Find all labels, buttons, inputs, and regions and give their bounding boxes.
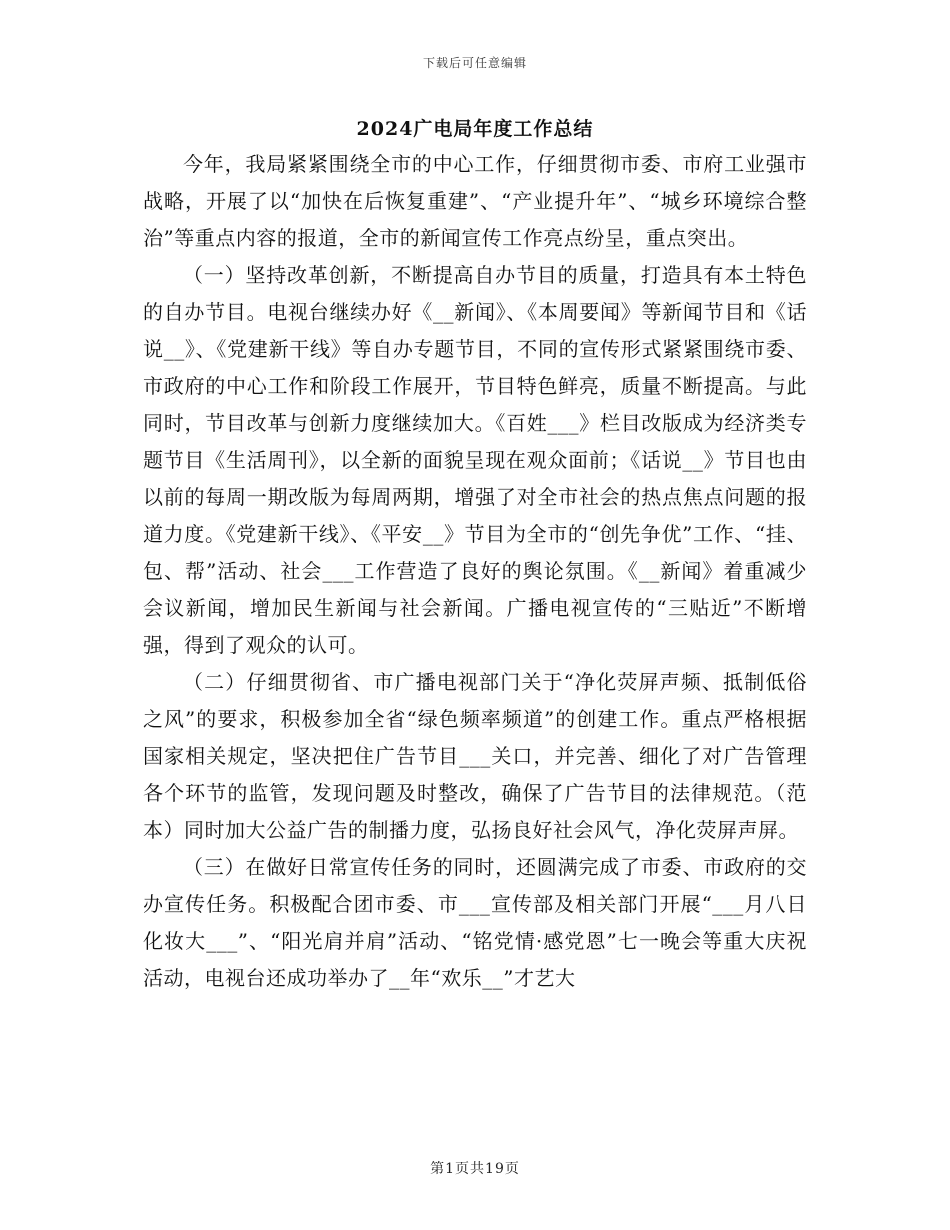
paragraph-section-2: （二）仔细贯彻省、市广播电视部门关于“净化荧屏声频、抵制低俗之风”的要求，积极参加全省“绿色频率频道”的创建工作。重点严格根据国家相关规定，坚决把住广告节目___关口，并完善、细化了对广告管理各个环节的监管，发现问题及时整改，确保了广告节目的法律规范。（范本）同时加大公益广告的制播力度，弘扬良好社会风气，净化荧屏声屏。 <box>143 670 807 842</box>
page-indicator: 第1页共19页 <box>430 1161 520 1177</box>
paragraph-section-1: （一）坚持改革创新，不断提高自办节目的质量，打造具有本土特色的自办节目。电视台继续办好《__新闻》、《本周要闻》等新闻节目和《话说__》、《党建新干线》等自办专题节目，不同的宣传形式紧紧围绕市委、市政府的中心工作和阶段工作展开，节目特色鲜亮，质量不断提高。与此同时，节目改革与创新力度继续加大。《百姓___》栏目改版成为经济类专题节目《生活周刊》，以全新的面貌呈现在观众面前；《话说__》节目也由以前的每周一期改版为每周两期，增强了对全市社会的热点焦点问题的报道力度。《党建新干线》、《平安__》节目为全市的“创先争优”工作、“挂、包、帮”活动、社会___工作营造了良好的舆论氛围。《__新闻》着重减少会议新闻，增加民生新闻与社会新闻。广播电视宣传的“三贴近”不断增强，得到了观众的认可。 <box>143 263 807 657</box>
document-title: 2024广电局年度工作总结 <box>356 118 594 140</box>
header-note: 下载后可任意编辑 <box>422 56 527 70</box>
paragraph-section-3: （三）在做好日常宣传任务的同时，还圆满完成了市委、市政府的交办宣传任务。积极配合团市委、市___宣传部及相关部门开展“___月八日化妆大___”、“阳光肩并肩”活动、“铭党情·感党恩”七一晚会等重大庆祝活动，电视台还成功举办了__年“欢乐__”才艺大 <box>143 855 807 990</box>
paragraph-intro: 今年，我局紧紧围绕全市的中心工作，仔细贯彻市委、市府工业强市战略，开展了以“加快在后恢复重建”、“产业提升年”、“城乡环境综合整治”等重点内容的报道，全市的新闻宣传工作亮点纷呈，重点突出。 <box>143 152 807 250</box>
document-body <box>143 146 807 997</box>
